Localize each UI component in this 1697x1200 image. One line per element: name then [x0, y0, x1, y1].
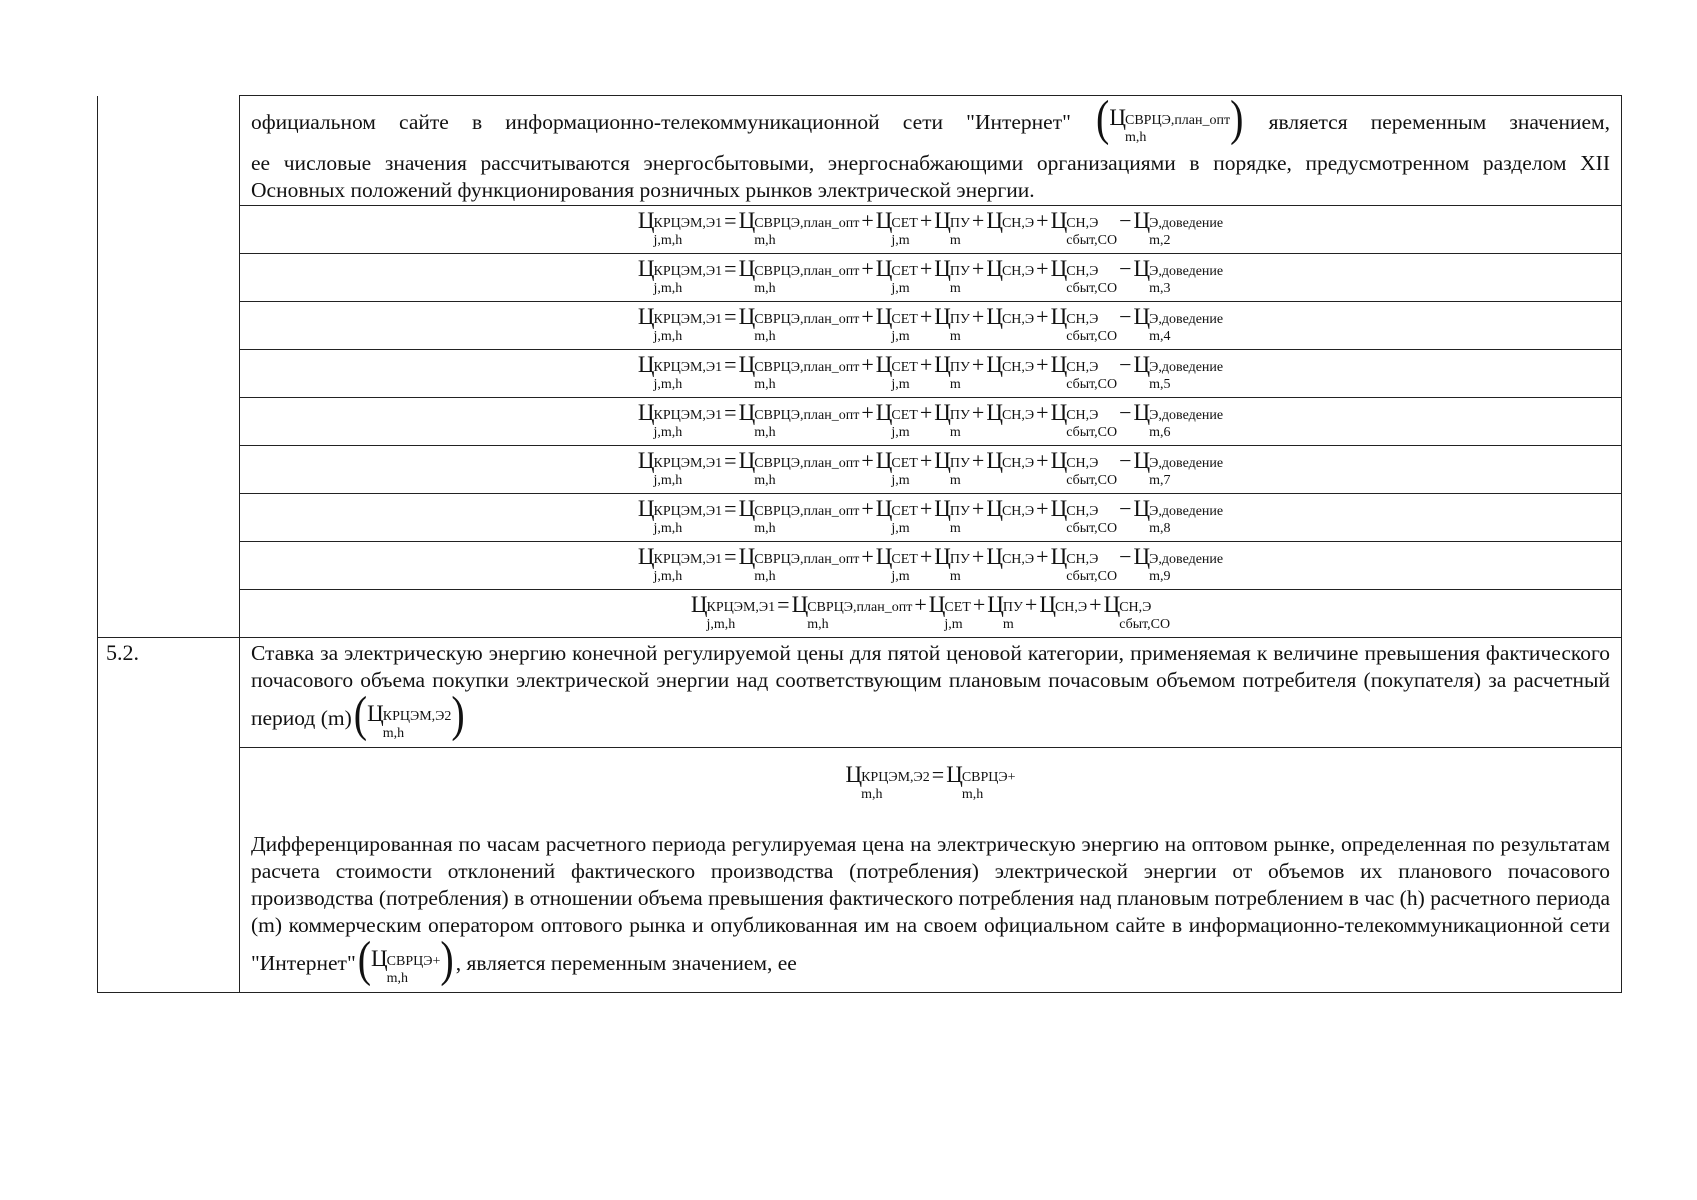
operator: +: [861, 256, 874, 281]
operator: +: [919, 352, 933, 377]
table-row: [98, 96, 1622, 206]
term-pu: Ц ПУ m: [934, 544, 970, 584]
term-dovedenie: Ц Э,доведение m,9: [1133, 544, 1224, 584]
term-sne: Ц СН,Э: [1039, 592, 1088, 617]
operator: +: [971, 400, 985, 425]
operator: +: [861, 400, 874, 425]
formula-row: [98, 302, 1622, 350]
formula: [638, 398, 1223, 445]
term-sne: Ц СН,Э: [986, 544, 1035, 569]
operator: +: [1036, 304, 1049, 329]
term-sne: Ц СН,Э: [986, 208, 1035, 233]
term-sne: Ц СН,Э: [986, 448, 1035, 473]
operator: +: [914, 592, 927, 617]
text-cell: [240, 748, 1622, 993]
term-sne: Ц СН,Э: [986, 400, 1035, 425]
operator: +: [861, 544, 874, 569]
term-set: Ц СЕТ j,m: [875, 208, 918, 248]
term-krc-e2: Ц КРЦЭМ,Э2 m,h: [367, 701, 452, 741]
term-set: Ц СЕТ j,m: [875, 352, 918, 392]
operator: +: [971, 208, 985, 233]
term-svrce: Ц СВРЦЭ,план_опт m,h: [738, 496, 860, 536]
operator: =: [724, 448, 737, 473]
formula-cell: [240, 542, 1622, 590]
right-paren: ): [1230, 89, 1244, 146]
term-krc: Ц КРЦЭМ,Э1 j,m,h: [637, 352, 723, 392]
operator: +: [919, 304, 933, 329]
operator: +: [1036, 256, 1049, 281]
formula-cell: [240, 446, 1622, 494]
term-sbyt: Ц СН,Э сбыт,СО: [1050, 544, 1118, 584]
item-number-cell: [98, 638, 240, 993]
operator: +: [919, 256, 933, 281]
formula-cell: [240, 590, 1622, 638]
operator: +: [971, 304, 985, 329]
operator: +: [919, 400, 933, 425]
term-krc: Ц КРЦЭМ,Э1 j,m,h: [637, 208, 723, 248]
term-krc: Ц КРЦЭМ,Э1 j,m,h: [637, 496, 723, 536]
term-sbyt: Ц СН,Э сбыт,СО: [1103, 592, 1171, 632]
term-svrce: Ц СВРЦЭ,план_опт m,h: [738, 352, 860, 392]
operator: +: [861, 496, 874, 521]
item-number-cell: [98, 96, 240, 638]
operator: +: [971, 448, 985, 473]
operator: =: [724, 496, 737, 521]
formula-cell: [240, 206, 1622, 254]
operator: =: [777, 592, 790, 617]
term-svrce: Ц СВРЦЭ,план_опт m,h: [791, 592, 913, 632]
term-svrce: Ц СВРЦЭ,план_опт m,h: [738, 544, 860, 584]
operator: −: [1119, 400, 1132, 425]
description-paragraph: [240, 829, 1621, 992]
formula-cell: [240, 494, 1622, 542]
term-set: Ц СЕТ j,m: [875, 400, 918, 440]
operator: +: [971, 544, 985, 569]
operator: +: [1089, 592, 1102, 617]
term-dovedenie: Ц Э,доведение m,4: [1133, 304, 1224, 344]
term-svrce: Ц СВРЦЭ,план_опт m,h: [738, 448, 860, 488]
formula-cell: [240, 350, 1622, 398]
term-dovedenie: Ц Э,доведение m,6: [1133, 400, 1224, 440]
description-last-prefix: официальном сайте в информационно-телекоммуникационной сети "Интернет": [251, 913, 1610, 975]
formula-svrce-plan-opt: [1096, 89, 1244, 150]
formula: [638, 302, 1223, 349]
operator: +: [919, 448, 933, 473]
term-sne: Ц СН,Э: [986, 304, 1035, 329]
price-symbol: Ц: [1109, 105, 1126, 130]
term-pu: Ц ПУ m: [934, 448, 970, 488]
text-cell: [240, 89, 1622, 206]
intro-rest: ее числовые значения рассчитываются энергосбытовыми, энергоснабжающими организациями в порядке, предусмотренном разделом XII Основных положений функционирования розничных рынков электрической энергии.: [251, 151, 1610, 202]
operator: +: [861, 352, 874, 377]
operator: =: [724, 352, 737, 377]
term-svrce-plus: Ц СВРЦЭ+ m,h: [371, 946, 441, 986]
term-dovedenie: Ц Э,доведение m,8: [1133, 496, 1224, 536]
term-pu: Ц ПУ m: [934, 304, 970, 344]
term-sbyt: Ц СН,Э сбыт,СО: [1050, 256, 1118, 296]
formula: [638, 446, 1223, 493]
formula: [638, 254, 1223, 301]
term-sne: Ц СН,Э: [986, 496, 1035, 521]
operator: +: [1036, 496, 1049, 521]
term-pu: Ц ПУ m: [934, 208, 970, 248]
operator: −: [1119, 496, 1132, 521]
item-number: 5.2.: [106, 640, 139, 665]
term-krc: Ц КРЦЭМ,Э1 j,m,h: [637, 256, 723, 296]
term-dovedenie: Ц Э,доведение m,3: [1133, 256, 1224, 296]
formula-row: [98, 446, 1622, 494]
operator: +: [972, 592, 986, 617]
intro-paragraph: [240, 89, 1621, 205]
formula-cell: [240, 254, 1622, 302]
operator: −: [1119, 304, 1132, 329]
term-krc: Ц КРЦЭМ,Э1 j,m,h: [637, 544, 723, 584]
term-set: Ц СЕТ j,m: [875, 496, 918, 536]
operator: +: [971, 352, 985, 377]
operator: =: [724, 256, 737, 281]
term-sne: Ц СН,Э: [986, 352, 1035, 377]
term-sbyt: Ц СН,Э сбыт,СО: [1050, 208, 1118, 248]
term-svrce: Ц СВРЦЭ,план_опт m,h: [738, 304, 860, 344]
operator: =: [724, 544, 737, 569]
operator: =: [724, 208, 737, 233]
operator: +: [1036, 400, 1049, 425]
term-svrce: Ц СВРЦЭ,план_опт m,h: [738, 400, 860, 440]
formula-row: [98, 206, 1622, 254]
operator: −: [1119, 256, 1132, 281]
term-sne: Ц СН,Э: [986, 256, 1035, 281]
formula-row: [98, 254, 1622, 302]
term-sbyt: Ц СН,Э сбыт,СО: [1050, 448, 1118, 488]
formula-svrce-plus-inline: (Ц СВРЦЭ+ m,h ): [358, 939, 454, 991]
formula: [638, 206, 1223, 253]
description-text: Дифференцированная по часам расчетного периода регулируемая цена на электрическую энергию на оптовом рынке, определенная по результатам расчета стоимости отклонений фактического производства (потребления) электрической энергии от объемов их планового почасового производства (потребления) в отношении объема превышения фактического потребления над плановым потреблением в час (h) расчетного периода (m) коммерческим оператором оптового рынка и опубликованная им на своем: [251, 832, 1610, 937]
formula: [638, 542, 1223, 589]
section-text: [240, 638, 1621, 747]
operator: +: [861, 304, 874, 329]
operator: +: [919, 208, 933, 233]
section-heading-text: Ставка за электрическую энергию конечной регулируемой цены для пятой ценовой категории, применяемая к величине превышения фактического почасового объема покупки электрической энергии над соответствующим плановым почасовым объемом потребителя: [251, 641, 1610, 692]
term-krc: Ц КРЦЭМ,Э1 j,m,h: [637, 448, 723, 488]
operator: +: [919, 496, 933, 521]
operator: =: [724, 304, 737, 329]
operator: +: [919, 544, 933, 569]
term-dovedenie: Ц Э,доведение m,2: [1133, 208, 1224, 248]
term-pu: Ц ПУ m: [934, 496, 970, 536]
formula-row: [98, 350, 1622, 398]
term-set: Ц СЕТ j,m: [875, 304, 918, 344]
term-pu: Ц ПУ m: [987, 592, 1023, 632]
term-sbyt: Ц СН,Э сбыт,СО: [1050, 400, 1118, 440]
text-cell: [240, 638, 1622, 748]
operator: +: [861, 208, 874, 233]
formula-cell: [240, 302, 1622, 350]
operator: +: [1036, 352, 1049, 377]
term-krc: Ц КРЦЭМ,Э1 j,m,h: [637, 400, 723, 440]
formula: [691, 590, 1170, 637]
operator: +: [1024, 592, 1038, 617]
superscript: СВРЦЭ,план_опт: [1125, 113, 1231, 128]
operator: −: [1119, 352, 1132, 377]
operator: +: [861, 448, 874, 473]
formula-krc-e2: (Ц КРЦЭМ,Э2 m,h ): [354, 694, 465, 746]
formula-cell: [240, 398, 1622, 446]
table-row: [98, 748, 1622, 993]
term-sbyt: Ц СН,Э сбыт,СО: [1050, 352, 1118, 392]
left-paren: (: [1096, 89, 1110, 146]
term-pu: Ц ПУ m: [934, 256, 970, 296]
operator: −: [1119, 208, 1132, 233]
operator: +: [1036, 448, 1049, 473]
formula: [638, 494, 1223, 541]
term-dovedenie: Ц Э,доведение m,7: [1133, 448, 1224, 488]
operator: −: [1119, 544, 1132, 569]
formula-e2: [240, 748, 1621, 829]
operator: =: [724, 400, 737, 425]
subscript: m,h: [1125, 130, 1147, 145]
formula-row: [98, 542, 1622, 590]
term-sbyt: Ц СН,Э сбыт,СО: [1050, 304, 1118, 344]
term-set: Ц СЕТ j,m: [875, 256, 918, 296]
formula-row: [98, 494, 1622, 542]
term-pu: Ц ПУ m: [934, 400, 970, 440]
term-svrce: Ц СВРЦЭ,план_опт m,h: [738, 208, 860, 248]
table-row: [98, 638, 1622, 748]
term-set: Ц СЕТ j,m: [928, 592, 971, 632]
section-heading-tail: (покупателя) за расчетный период (m): [251, 668, 1611, 730]
operator: −: [1119, 448, 1132, 473]
term-svrce-plus: Ц СВРЦЭ+ m,h: [946, 762, 1016, 802]
document-table: [97, 89, 1622, 993]
formula: [638, 350, 1223, 397]
formula-row: [98, 398, 1622, 446]
term-svrce: Ц СВРЦЭ,план_опт m,h: [738, 256, 860, 296]
term-dovedenie: Ц Э,доведение m,5: [1133, 352, 1224, 392]
operator: +: [1036, 208, 1049, 233]
term-set: Ц СЕТ j,m: [875, 544, 918, 584]
term-krc-e2: Ц КРЦЭМ,Э2 m,h: [845, 762, 930, 802]
term-set: Ц СЕТ j,m: [875, 448, 918, 488]
intro-line1-prefix: официальном сайте в информационно-телекоммуникационной сети "Интернет": [251, 110, 1071, 134]
intro-line1-suffix: является переменным значением,: [1268, 110, 1610, 134]
formula-row: [98, 590, 1622, 638]
operator: +: [971, 496, 985, 521]
term-sbyt: Ц СН,Э сбыт,СО: [1050, 496, 1118, 536]
operator: =: [931, 762, 945, 787]
description-last-suffix: , является переменным значением, ее: [455, 951, 797, 975]
term-pu: Ц ПУ m: [934, 352, 970, 392]
term-krc: Ц КРЦЭМ,Э1 j,m,h: [690, 592, 776, 632]
operator: +: [1036, 544, 1049, 569]
operator: +: [971, 256, 985, 281]
term-krc: Ц КРЦЭМ,Э1 j,m,h: [637, 304, 723, 344]
